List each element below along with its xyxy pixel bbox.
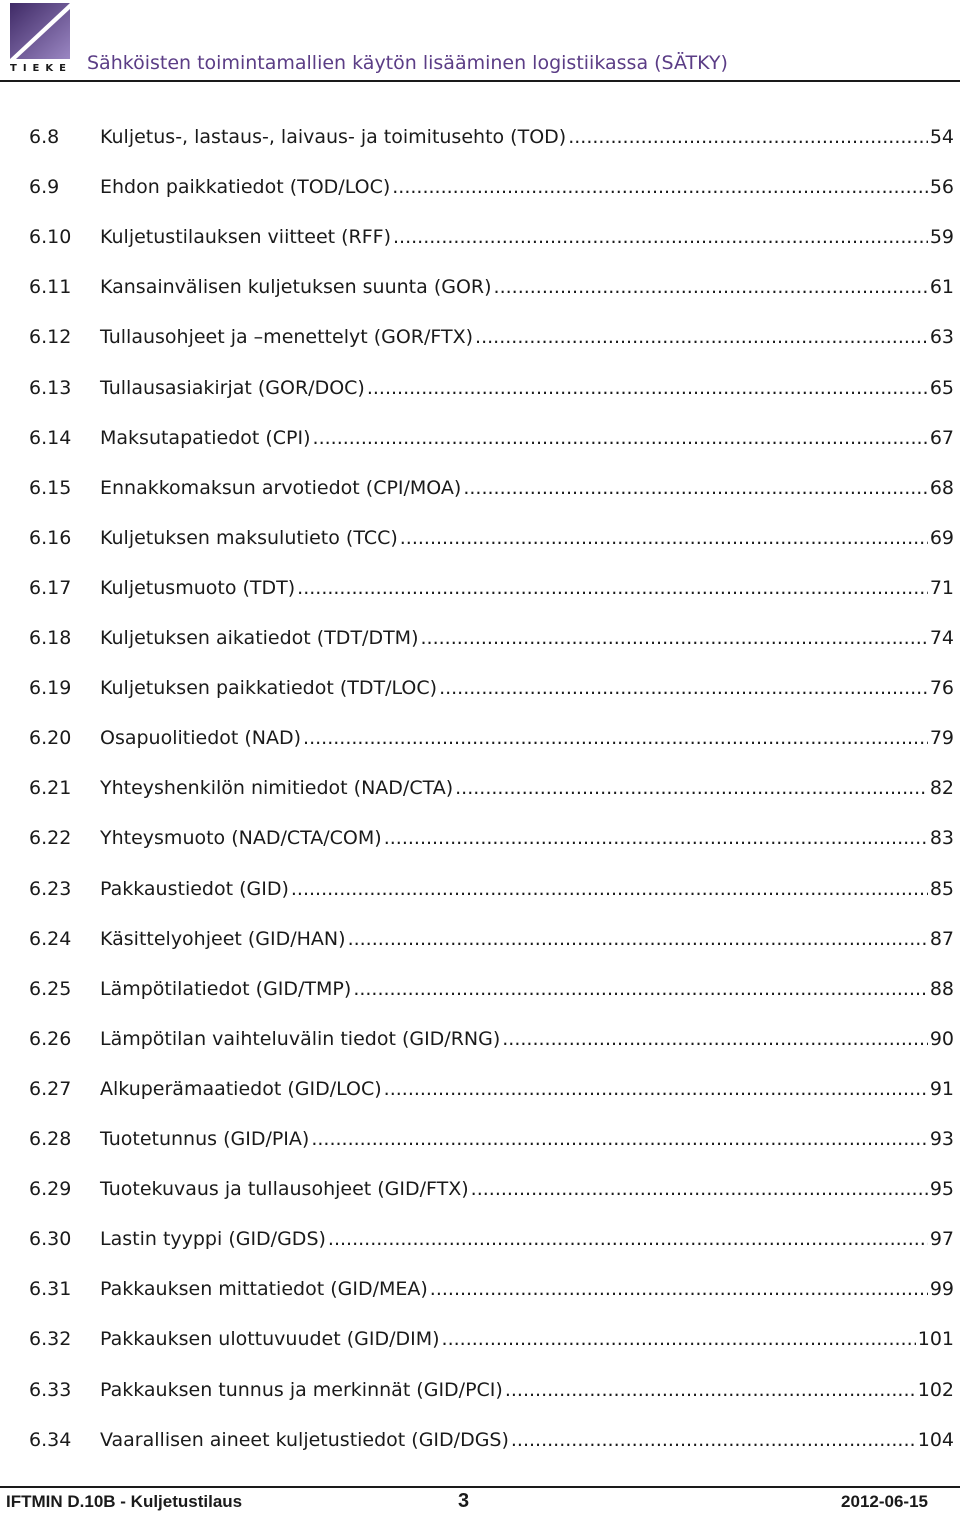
logo-wordmark: TIEKE [10,63,72,74]
toc-entry-title: Tuotekuvaus ja tullausohjeet (GID/FTX) [100,1178,469,1201]
toc-entry-page: 104 [917,1428,954,1451]
toc-dot-leader [367,377,928,399]
toc-entry-title: Kuljetusmuoto (TDT) [100,576,296,599]
toc-entry-page: 54 [929,126,954,148]
toc-entry[interactable] [29,627,954,663]
toc-entry-title: Kansainvälisen kuljetuksen suunta (GOR) [100,276,492,299]
toc-entry-number: 6.28 [29,1128,72,1150]
footer-page-number: 3 [458,1490,470,1512]
toc-entry-page: 65 [929,376,954,399]
toc-entry-title: Kuljetuksen maksulutieto (TCC) [100,526,398,549]
toc-entry-page: 95 [929,1178,954,1201]
toc-entry-title: Yhteysmuoto (NAD/CTA/COM) [100,827,382,850]
toc-entry-number: 6.24 [29,927,72,950]
toc-entry-number: 6.23 [29,877,72,900]
toc-entry-page: 91 [929,1077,954,1100]
toc-entry[interactable] [29,477,954,513]
toc-entry[interactable] [29,276,954,312]
toc-entry[interactable] [29,377,954,413]
toc-entry-number: 6.11 [29,276,72,299]
toc-entry-title: Tullausasiakirjat (GOR/DOC) [100,376,365,399]
toc-dot-leader [400,527,928,549]
toc-entry-number: 6.25 [29,977,72,1000]
toc-dot-leader [511,1429,916,1451]
toc-entry-title: Kuljetuksen paikkatiedot (TDT/LOC) [100,677,438,700]
toc-entry[interactable] [29,1028,954,1064]
toc-entry[interactable] [29,978,954,1014]
toc-dot-leader [455,777,928,799]
toc-entry[interactable] [29,226,954,262]
toc-entry-number: 6.26 [29,1027,72,1050]
toc-entry-page: 74 [929,627,954,649]
toc-entry-number: 6.30 [29,1228,72,1251]
toc-entry-number: 6.14 [29,426,72,449]
toc-entry-title: Ennakkomaksun arvotiedot (CPI/MOA) [100,476,462,499]
toc-entry-title: Tullausohjeet ja –menettelyt (GOR/FTX) [100,326,474,349]
toc-entry-number: 6.12 [29,326,72,349]
toc-entry-page: 69 [929,526,954,549]
toc-entry-title: Alkuperämaatiedot (GID/LOC) [100,1077,382,1100]
toc-entry-page: 102 [917,1378,954,1401]
toc-entry-title: Maksutapatiedot (CPI) [100,426,311,449]
toc-entry-page: 63 [929,326,954,349]
toc-entry-title: Lastin tyyppi (GID/GDS) [100,1228,326,1251]
toc-entry-page: 83 [929,827,954,850]
toc-entry-page: 68 [929,476,954,499]
toc-entry[interactable] [29,1379,954,1415]
toc-entry-page: 71 [929,576,954,599]
toc-entry-page: 79 [929,727,954,750]
toc-entry-number: 6.13 [29,376,72,399]
toc-entry[interactable] [29,1278,954,1314]
toc-entry[interactable] [29,1178,954,1214]
toc-entry-page: 76 [929,677,954,700]
toc-entry[interactable] [29,727,954,763]
toc-entry-title: Ehdon paikkatiedot (TOD/LOC) [100,176,391,199]
toc-dot-leader [311,1128,927,1150]
document-title: Sähköisten toimintamallien käytön lisääminen logistiikassa (SÄTKY) [87,52,728,74]
toc-entry-page: 56 [929,176,954,199]
footer-date: 2012-06-15 [841,1492,928,1511]
toc-dot-leader [471,1178,928,1200]
toc-entry[interactable] [29,827,954,863]
toc-dot-leader [353,978,928,1000]
toc-entry[interactable] [29,126,954,162]
toc-entry-page: 87 [929,927,954,950]
toc-dot-leader [463,477,927,499]
toc-entry-title: Vaarallisen aineet kuljetustiedot (GID/DGS) [100,1428,509,1451]
toc-entry-number: 6.19 [29,677,72,700]
toc-entry-title: Käsittelyohjeet (GID/HAN) [100,927,346,950]
toc-entry-page: 67 [929,426,954,449]
toc-dot-leader [328,1228,928,1250]
toc-entry[interactable] [29,1128,954,1164]
footer-divider [0,1486,960,1488]
toc-entry-page: 97 [929,1228,954,1251]
toc-entry[interactable] [29,1228,954,1264]
toc-entry-number: 6.29 [29,1178,72,1201]
toc-dot-leader [502,1028,928,1050]
toc-dot-leader [494,276,928,298]
toc-entry-page: 99 [929,1278,954,1301]
toc-dot-leader [313,427,928,449]
toc-entry-page: 59 [929,226,954,249]
tieke-logo-icon [10,3,70,59]
toc-entry-title: Kuljetustilauksen viitteet (RFF) [100,226,392,249]
toc-entry-number: 6.22 [29,827,72,850]
toc-entry-number: 6.17 [29,576,72,599]
toc-dot-leader [439,677,928,699]
toc-entry-page: 101 [917,1328,954,1351]
toc-entry-page: 85 [929,877,954,900]
toc-entry-page: 93 [929,1128,954,1150]
toc-entry[interactable] [29,878,954,914]
toc-dot-leader [421,627,928,649]
page-footer [0,1490,960,1516]
toc-entry-title: Pakkauksen mittatiedot (GID/MEA) [100,1278,428,1301]
toc-dot-leader [291,878,928,900]
toc-entry[interactable] [29,928,954,964]
toc-dot-leader [442,1328,916,1350]
toc-entry-number: 6.16 [29,526,72,549]
toc-entry-page: 90 [929,1027,954,1050]
toc-entry-number: 6.20 [29,727,72,750]
toc-entry[interactable] [29,777,954,813]
toc-dot-leader [297,577,928,599]
toc-entry-page: 88 [929,977,954,1000]
toc-dot-leader [475,326,928,348]
toc-entry-title: Pakkaustiedot (GID) [100,877,289,900]
toc-entry-number: 6.21 [29,777,72,800]
toc-entry-number: 6.15 [29,476,72,499]
toc-entry-title: Lämpötilatiedot (GID/TMP) [100,977,352,1000]
toc-dot-leader [393,226,928,248]
header-divider [0,80,960,82]
toc-entry-page: 82 [929,777,954,800]
toc-entry-number: 6.8 [29,126,60,148]
toc-entry[interactable] [29,1078,954,1114]
toc-dot-leader [430,1278,928,1300]
footer-document-name: IFTMIN D.10B - Kuljetustilaus [6,1492,243,1511]
toc-dot-leader [568,126,928,148]
toc-entry-title: Yhteyshenkilön nimitiedot (NAD/CTA) [100,777,454,800]
toc-entry-title: Lämpötilan vaihteluvälin tiedot (GID/RNG) [100,1027,501,1050]
toc-entry-number: 6.27 [29,1077,72,1100]
toc-dot-leader [303,727,928,749]
toc-entry-number: 6.33 [29,1378,72,1401]
toc-dot-leader [384,827,928,849]
toc-entry[interactable] [29,427,954,463]
toc-dot-leader [384,1078,928,1100]
toc-entry-title: Tuotetunnus (GID/PIA) [100,1128,310,1150]
toc-entry-title: Osapuolitiedot (NAD) [100,727,302,750]
toc-entry[interactable] [29,577,954,613]
toc-entry-title: Kuljetus-, lastaus-, laivaus- ja toimitusehto (TOD) [100,126,567,148]
toc-dot-leader [392,176,928,198]
toc-entry-number: 6.18 [29,627,72,649]
toc-entry-title: Pakkauksen ulottuvuudet (GID/DIM) [100,1328,440,1351]
tieke-logo [10,3,72,75]
toc-entry[interactable] [29,527,954,563]
toc-entry-title: Kuljetuksen aikatiedot (TDT/DTM) [100,627,419,649]
toc-entry-number: 6.31 [29,1278,72,1301]
toc-entry[interactable] [29,1429,954,1465]
toc-entry-number: 6.9 [29,176,60,199]
toc-entry-page: 61 [929,276,954,299]
toc-dot-leader [348,928,928,950]
toc-entry[interactable] [29,677,954,713]
toc-entry-number: 6.10 [29,226,72,249]
page-header [0,0,960,80]
toc-entry-number: 6.32 [29,1328,72,1351]
toc-entry[interactable] [29,326,954,362]
toc-entry-title: Pakkauksen tunnus ja merkinnät (GID/PCI) [100,1378,503,1401]
toc-entry[interactable] [29,176,954,212]
toc-entry-number: 6.34 [29,1428,72,1451]
toc-dot-leader [505,1379,916,1401]
toc-entry[interactable] [29,1328,954,1364]
